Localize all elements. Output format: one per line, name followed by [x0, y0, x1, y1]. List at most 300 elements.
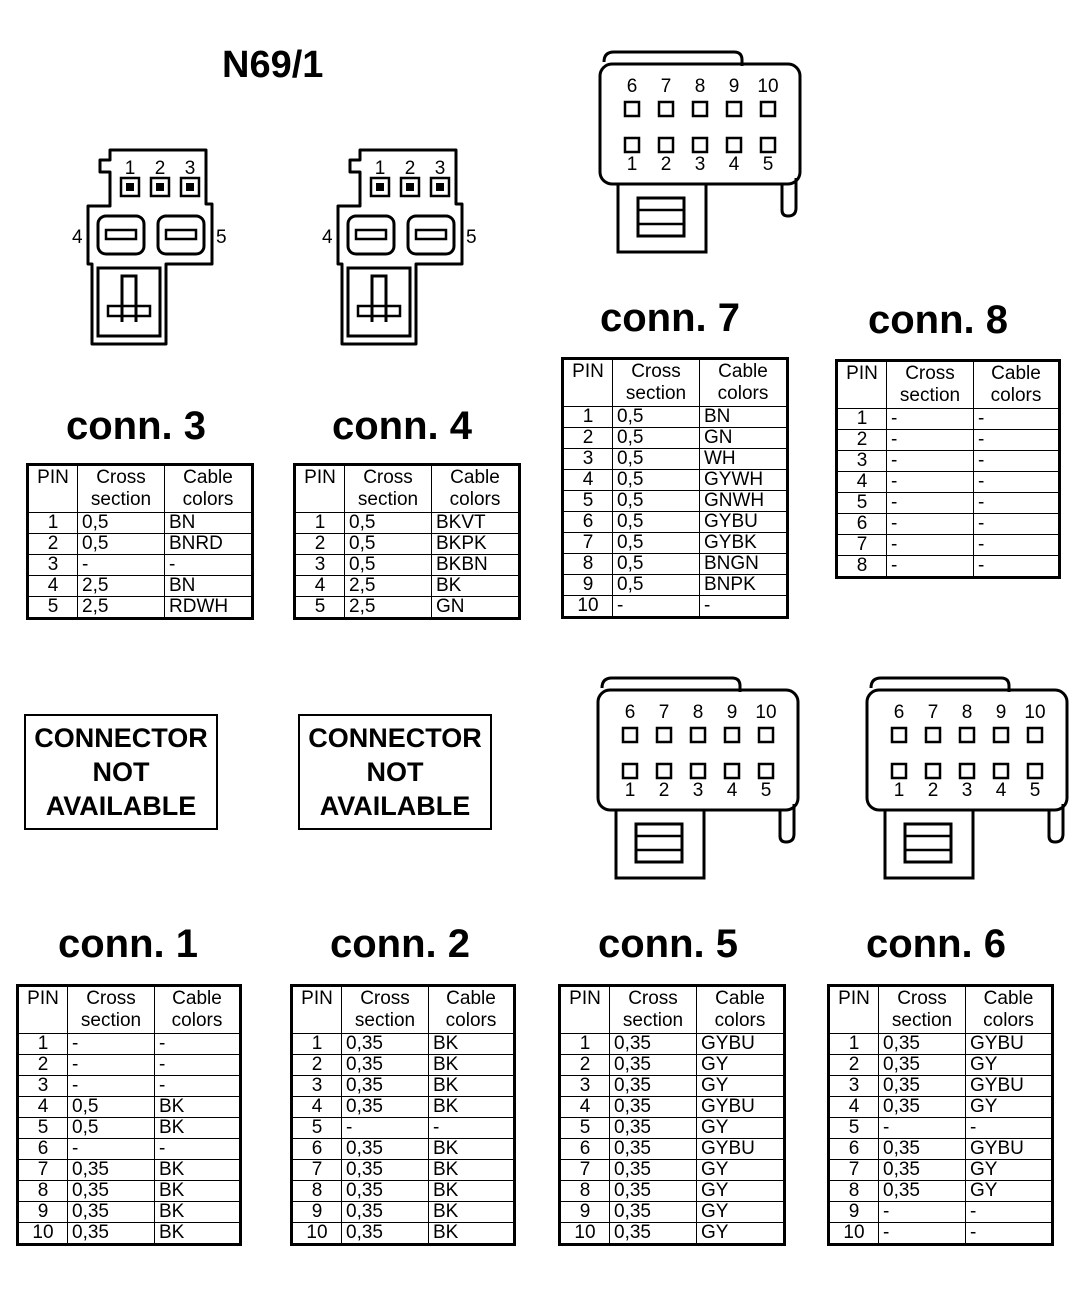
column-cable-colors: Cable colors	[697, 986, 785, 1034]
pin-cell: 10	[292, 1223, 342, 1245]
pin-square-inner	[406, 183, 414, 191]
conn6-table	[827, 984, 1054, 1246]
column-cable-colors: Cable colors	[165, 465, 253, 513]
cross-section-cell: 0,5	[345, 513, 432, 534]
table-row	[18, 1076, 241, 1097]
pin-square-inner	[126, 183, 134, 191]
cable-color-cell: BK	[429, 1076, 515, 1097]
cable-color-cell: BK	[155, 1181, 241, 1202]
cross-section-cell: -	[879, 1118, 966, 1139]
pin-label: 7	[658, 702, 670, 723]
conn4-title: conn. 4	[332, 404, 473, 448]
latch-frame	[348, 268, 410, 336]
pin-cell: 7	[829, 1160, 879, 1181]
pin-square	[960, 764, 974, 778]
pin-cell: 4	[18, 1097, 68, 1118]
connector-latch	[905, 824, 951, 862]
table-row	[295, 534, 520, 555]
cross-section-cell: -	[887, 514, 974, 535]
pin-square-inner	[186, 183, 194, 191]
pin-cell: 4	[560, 1097, 610, 1118]
column-pin: PIN	[837, 361, 887, 409]
cross-section-cell: -	[879, 1223, 966, 1245]
column-cross-section: Cross section	[78, 465, 165, 513]
cable-color-cell: RDWH	[165, 597, 253, 619]
pin-cell: 1	[837, 409, 887, 430]
pin-cell: 3	[563, 449, 613, 470]
table-row	[28, 597, 253, 619]
column-pin: PIN	[560, 986, 610, 1034]
table-row	[560, 1181, 785, 1202]
conn1-table	[16, 984, 242, 1246]
cross-section-cell: 0,5	[68, 1097, 155, 1118]
pin-cell: 2	[18, 1055, 68, 1076]
table-row	[563, 596, 788, 618]
cross-section-cell: 0,35	[879, 1097, 966, 1118]
cable-color-cell: BK	[429, 1055, 515, 1076]
pin-cell: 8	[18, 1181, 68, 1202]
pin-square	[926, 764, 940, 778]
pin-label: 5	[760, 780, 772, 801]
table-row	[560, 1118, 785, 1139]
table-row	[18, 1034, 241, 1055]
column-pin: PIN	[292, 986, 342, 1034]
pin-label: 2	[154, 158, 166, 179]
cable-color-cell: GYBU	[697, 1097, 785, 1118]
cable-color-cell: -	[974, 514, 1060, 535]
cable-color-cell: -	[429, 1118, 515, 1139]
conn8-table	[835, 359, 1061, 579]
cross-section-cell: -	[887, 556, 974, 578]
cable-color-cell: BK	[429, 1034, 515, 1055]
cross-section-cell: 0,5	[345, 555, 432, 576]
pin-cell: 3	[28, 555, 78, 576]
blade	[356, 230, 386, 239]
pin-label: 7	[660, 76, 672, 97]
pin-cell: 7	[292, 1160, 342, 1181]
cable-color-cell: GYBU	[697, 1139, 785, 1160]
pin-cell: 9	[829, 1202, 879, 1223]
column-cable-colors: Cable colors	[155, 986, 241, 1034]
pin-label: 8	[961, 702, 973, 723]
pin-cell: 2	[295, 534, 345, 555]
cross-section-cell: 0,35	[610, 1097, 697, 1118]
pin-cell: 9	[18, 1202, 68, 1223]
cross-section-cell: -	[887, 472, 974, 493]
cross-section-cell: 0,5	[613, 512, 700, 533]
cross-section-cell: 2,5	[78, 576, 165, 597]
pin-cell: 5	[560, 1118, 610, 1139]
table-row	[563, 554, 788, 575]
cross-section-cell: -	[887, 430, 974, 451]
cross-section-cell: 0,35	[342, 1160, 429, 1181]
connector-3-drawing	[70, 148, 230, 350]
pin-square	[659, 102, 673, 116]
cross-section-cell: 0,35	[610, 1181, 697, 1202]
cross-section-cell: 0,35	[610, 1160, 697, 1181]
table-row	[28, 555, 253, 576]
table-row	[837, 514, 1060, 535]
table-row	[829, 1076, 1053, 1097]
pin-cell: 2	[560, 1055, 610, 1076]
table-row	[28, 534, 253, 555]
conn7-table	[561, 357, 789, 619]
cable-color-cell: GY	[697, 1160, 785, 1181]
cross-section-cell: 2,5	[345, 576, 432, 597]
pin-cell: 10	[18, 1223, 68, 1245]
connector-latch-frame	[618, 184, 706, 252]
pin-label: 4	[728, 154, 740, 175]
table-row	[292, 1118, 515, 1139]
cable-color-cell: -	[974, 493, 1060, 514]
pin-label: 1	[124, 158, 136, 179]
cross-section-cell: -	[342, 1118, 429, 1139]
pin-square	[759, 764, 773, 778]
cable-color-cell: -	[155, 1055, 241, 1076]
table-row	[295, 513, 520, 534]
pin-cell: 8	[563, 554, 613, 575]
pin-label-5: 5	[216, 227, 227, 248]
column-cross-section: Cross section	[613, 359, 700, 407]
pin-square	[727, 138, 741, 152]
pin-cell: 7	[837, 535, 887, 556]
cross-section-cell: -	[887, 409, 974, 430]
cable-color-cell: GYBU	[700, 512, 788, 533]
cable-color-cell: -	[974, 409, 1060, 430]
cable-color-cell: -	[966, 1118, 1053, 1139]
connector-latch-frame	[616, 810, 704, 878]
pin-cell: 1	[295, 513, 345, 534]
table-row	[560, 1097, 785, 1118]
pin-cell: 4	[829, 1097, 879, 1118]
table-row	[563, 428, 788, 449]
table-row	[292, 1055, 515, 1076]
conn2-table	[290, 984, 516, 1246]
cable-color-cell: GNWH	[700, 491, 788, 512]
cross-section-cell: 0,35	[610, 1202, 697, 1223]
pin-cell: 6	[560, 1139, 610, 1160]
cable-color-cell: BKBN	[432, 555, 520, 576]
pin-cell: 6	[829, 1139, 879, 1160]
table-row	[563, 491, 788, 512]
cross-section-cell: 0,35	[879, 1076, 966, 1097]
cross-section-cell: 0,35	[342, 1034, 429, 1055]
pin-square	[1028, 764, 1042, 778]
cable-color-cell: GYBU	[697, 1034, 785, 1055]
cross-section-cell: 0,35	[879, 1139, 966, 1160]
cross-section-cell: -	[68, 1034, 155, 1055]
cable-color-cell: BK	[155, 1097, 241, 1118]
cross-section-cell: -	[887, 493, 974, 514]
table-header-row	[295, 465, 520, 513]
table-row	[563, 470, 788, 491]
connector-latch-frame	[885, 810, 973, 878]
cable-color-cell: GY	[697, 1055, 785, 1076]
pin-cell: 9	[563, 575, 613, 596]
table-row	[560, 1202, 785, 1223]
table-row	[295, 576, 520, 597]
table-row	[560, 1076, 785, 1097]
pin-label: 2	[927, 780, 939, 801]
pin-cell: 3	[18, 1076, 68, 1097]
cable-color-cell: GY	[697, 1118, 785, 1139]
column-cross-section: Cross section	[342, 986, 429, 1034]
table-row	[292, 1076, 515, 1097]
table-row	[292, 1097, 515, 1118]
pin-square	[691, 728, 705, 742]
column-cross-section: Cross section	[887, 361, 974, 409]
cross-section-cell: 0,35	[610, 1076, 697, 1097]
pin-cell: 7	[560, 1160, 610, 1181]
table-row	[292, 1160, 515, 1181]
cable-color-cell: BK	[429, 1160, 515, 1181]
cable-color-cell: GN	[432, 597, 520, 619]
table-row	[295, 597, 520, 619]
table-row	[560, 1160, 785, 1181]
pin-square	[725, 728, 739, 742]
cable-color-cell: GYBU	[966, 1076, 1053, 1097]
table-row	[18, 1139, 241, 1160]
pin-cell: 7	[563, 533, 613, 554]
cable-color-cell: BK	[429, 1097, 515, 1118]
conn4-table	[293, 463, 521, 620]
cable-color-cell: -	[966, 1202, 1053, 1223]
table-row	[563, 407, 788, 428]
pin-cell: 2	[829, 1055, 879, 1076]
cross-section-cell: -	[887, 535, 974, 556]
pin-label: 4	[726, 780, 738, 801]
table-row	[829, 1160, 1053, 1181]
pin-label: 7	[927, 702, 939, 723]
pin-cell: 3	[295, 555, 345, 576]
table-row	[829, 1181, 1053, 1202]
cable-color-cell: BNGN	[700, 554, 788, 575]
cable-color-cell: GYWH	[700, 470, 788, 491]
pin-label: 2	[404, 158, 416, 179]
cross-section-cell: -	[78, 555, 165, 576]
cable-color-cell: GY	[966, 1181, 1053, 1202]
cable-color-cell: BN	[165, 576, 253, 597]
cross-section-cell: 0,35	[342, 1055, 429, 1076]
conn6-title: conn. 6	[866, 922, 1007, 966]
pin-square-inner	[376, 183, 384, 191]
table-row	[292, 1034, 515, 1055]
table-row	[829, 1118, 1053, 1139]
pin-label: 3	[434, 158, 446, 179]
cable-color-cell: WH	[700, 449, 788, 470]
connector-not-available-1: CONNECTOR NOT AVAILABLE	[24, 714, 218, 830]
pin-cell: 1	[829, 1034, 879, 1055]
table-row	[18, 1223, 241, 1245]
column-pin: PIN	[829, 986, 879, 1034]
table-row	[837, 430, 1060, 451]
conn1-title: conn. 1	[58, 922, 199, 966]
connector-7-drawing	[596, 48, 806, 253]
cable-color-cell: BK	[155, 1118, 241, 1139]
cross-section-cell: 0,35	[342, 1223, 429, 1245]
pin-label: 5	[1029, 780, 1041, 801]
pin-cell: 5	[837, 493, 887, 514]
pin-square	[623, 728, 637, 742]
cross-section-cell: 0,35	[342, 1097, 429, 1118]
pin-cell: 7	[18, 1160, 68, 1181]
table-header-row	[837, 361, 1060, 409]
cross-section-cell: 0,35	[610, 1139, 697, 1160]
connector-4-drawing	[320, 148, 480, 350]
table-row	[829, 1034, 1053, 1055]
column-cross-section: Cross section	[345, 465, 432, 513]
cable-color-cell: -	[974, 451, 1060, 472]
table-row	[18, 1097, 241, 1118]
cross-section-cell: 0,35	[879, 1055, 966, 1076]
cross-section-cell: 2,5	[345, 597, 432, 619]
conn5-title: conn. 5	[598, 922, 739, 966]
pin-cell: 4	[292, 1097, 342, 1118]
column-cable-colors: Cable colors	[966, 986, 1053, 1034]
pin-square	[994, 728, 1008, 742]
pin-square	[892, 764, 906, 778]
pin-label: 9	[995, 702, 1007, 723]
cable-color-cell: -	[974, 430, 1060, 451]
column-cross-section: Cross section	[68, 986, 155, 1034]
cross-section-cell: 0,5	[613, 428, 700, 449]
cross-section-cell: -	[68, 1055, 155, 1076]
pin-square	[657, 764, 671, 778]
pin-label: 1	[624, 780, 636, 801]
cable-color-cell: -	[974, 556, 1060, 578]
blade	[106, 230, 136, 239]
cross-section-cell: 2,5	[78, 597, 165, 619]
column-cable-colors: Cable colors	[432, 465, 520, 513]
pin-square	[693, 138, 707, 152]
pin-square	[625, 138, 639, 152]
cross-section-cell: 0,35	[610, 1223, 697, 1245]
cable-color-cell: -	[966, 1223, 1053, 1245]
table-row	[563, 533, 788, 554]
pin-square-inner	[156, 183, 164, 191]
pin-cell: 1	[560, 1034, 610, 1055]
pin-label: 9	[728, 76, 740, 97]
pin-square	[623, 764, 637, 778]
pin-label: 2	[660, 154, 672, 175]
cable-color-cell: GY	[697, 1181, 785, 1202]
pin-label-5: 5	[466, 227, 477, 248]
conn7-title: conn. 7	[600, 296, 741, 340]
cross-section-cell: 0,5	[613, 575, 700, 596]
table-row	[829, 1202, 1053, 1223]
pin-label: 9	[726, 702, 738, 723]
pin-cell: 5	[829, 1118, 879, 1139]
pin-cell: 9	[292, 1202, 342, 1223]
pin-label: 4	[995, 780, 1007, 801]
table-row	[295, 555, 520, 576]
cross-section-cell: -	[68, 1139, 155, 1160]
column-pin: PIN	[28, 465, 78, 513]
column-cable-colors: Cable colors	[974, 361, 1060, 409]
pin-square	[727, 102, 741, 116]
latch-frame	[98, 268, 160, 336]
connector-6-drawing	[863, 674, 1073, 879]
connector-latch	[638, 198, 684, 236]
pin-cell: 4	[28, 576, 78, 597]
cable-color-cell: GYBK	[700, 533, 788, 554]
latch-bar	[108, 306, 150, 316]
pin-label: 1	[374, 158, 386, 179]
pin-square	[691, 764, 705, 778]
column-pin: PIN	[295, 465, 345, 513]
pin-label: 6	[626, 76, 638, 97]
cable-color-cell: BNRD	[165, 534, 253, 555]
conn5-table	[558, 984, 786, 1246]
pin-square	[761, 138, 775, 152]
table-row	[563, 512, 788, 533]
cross-section-cell: -	[887, 451, 974, 472]
cable-color-cell: BK	[429, 1139, 515, 1160]
pin-square	[725, 764, 739, 778]
pin-label: 8	[692, 702, 704, 723]
blade	[416, 230, 446, 239]
pin-cell: 10	[829, 1223, 879, 1245]
pin-square	[659, 138, 673, 152]
cable-color-cell: BK	[155, 1202, 241, 1223]
column-pin: PIN	[18, 986, 68, 1034]
connector-5-drawing	[594, 674, 804, 879]
pin-cell: 1	[28, 513, 78, 534]
pin-square	[926, 728, 940, 742]
blade	[166, 230, 196, 239]
cross-section-cell: 0,35	[879, 1160, 966, 1181]
pin-square	[1028, 728, 1042, 742]
cross-section-cell: 0,35	[342, 1139, 429, 1160]
cable-color-cell: GY	[966, 1097, 1053, 1118]
latch-bar	[358, 306, 400, 316]
cross-section-cell: 0,5	[68, 1118, 155, 1139]
pin-square	[994, 764, 1008, 778]
table-header-row	[292, 986, 515, 1034]
pin-label: 3	[184, 158, 196, 179]
table-row	[563, 449, 788, 470]
column-pin: PIN	[563, 359, 613, 407]
pin-cell: 9	[560, 1202, 610, 1223]
cable-color-cell: -	[974, 535, 1060, 556]
conn3-title: conn. 3	[66, 404, 207, 448]
table-row	[292, 1202, 515, 1223]
cable-color-cell: -	[155, 1139, 241, 1160]
cable-color-cell: -	[155, 1034, 241, 1055]
cross-section-cell: 0,35	[610, 1118, 697, 1139]
table-row	[292, 1181, 515, 1202]
pin-label: 5	[762, 154, 774, 175]
table-header-row	[18, 986, 241, 1034]
cross-section-cell: 0,5	[613, 470, 700, 491]
table-row	[837, 409, 1060, 430]
cross-section-cell: 0,35	[342, 1076, 429, 1097]
cross-section-cell: 0,35	[68, 1160, 155, 1181]
table-row	[18, 1181, 241, 1202]
column-cross-section: Cross section	[610, 986, 697, 1034]
table-row	[563, 575, 788, 596]
cross-section-cell: 0,5	[613, 554, 700, 575]
pin-cell: 5	[18, 1118, 68, 1139]
cross-section-cell: 0,35	[68, 1202, 155, 1223]
pin-cell: 6	[292, 1139, 342, 1160]
table-row	[560, 1139, 785, 1160]
cross-section-cell: -	[613, 596, 700, 618]
cable-color-cell: BK	[429, 1181, 515, 1202]
pin-label: 8	[694, 76, 706, 97]
cable-color-cell: GY	[697, 1202, 785, 1223]
table-row	[837, 451, 1060, 472]
